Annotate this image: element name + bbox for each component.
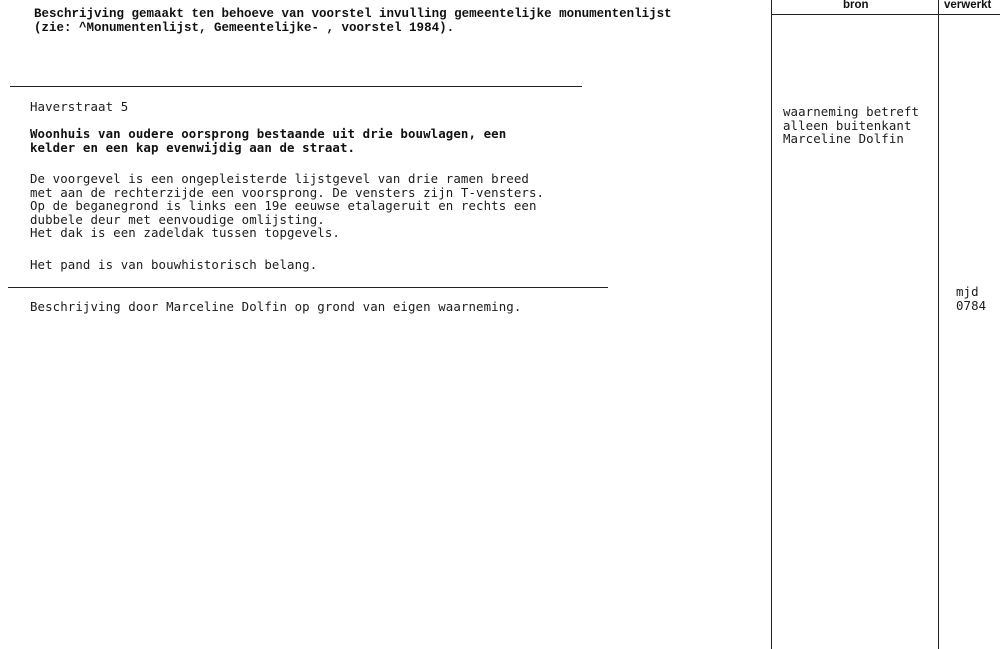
verwerkt-column-left-border bbox=[938, 0, 939, 649]
verwerkt-column-header: verwerkt bbox=[944, 0, 992, 11]
paragraph-facade-line: dubbele deur met eenvoudige omlijsting. bbox=[30, 211, 325, 227]
paragraph-facade bbox=[30, 172, 544, 240]
header-note-line-2: (zie: ^Monumentenlijst, Gemeentelijke- , voorstel 1984). bbox=[34, 21, 455, 35]
header-note bbox=[34, 7, 672, 35]
paragraph-facade-line: Op de beganegrond is links een 19e eeuwse etalageruit en rechts een bbox=[30, 198, 537, 213]
paragraph-general-line: Woonhuis van oudere oorsprong bestaande uit drie bouwlagen, een bbox=[30, 126, 507, 141]
description-footer: Beschrijving door Marceline Dolfin op grond van eigen waarneming. bbox=[30, 299, 522, 314]
column-header-rule bbox=[771, 14, 1000, 15]
bottom-rule bbox=[8, 287, 608, 288]
paragraph-significance: Het pand is van bouwhistorisch belang. bbox=[30, 257, 318, 272]
verwerkt-note bbox=[956, 285, 986, 312]
paragraph-facade-line: met aan de rechterzijde een voorsprong. De vensters zijn T-vensters. bbox=[30, 184, 545, 200]
paragraph-general-line: kelder en een kap evenwijdig aan de straat. bbox=[30, 139, 356, 155]
address-heading: Haverstraat 5 bbox=[30, 99, 129, 114]
paragraph-general bbox=[30, 127, 506, 154]
bron-column-left-border bbox=[771, 0, 772, 649]
paragraph-facade-line: De voorgevel is een ongepleisterde lijstgevel van drie ramen breed bbox=[30, 171, 529, 186]
verwerkt-note-line: 0784 bbox=[956, 297, 987, 313]
bron-column-header: bron bbox=[843, 0, 869, 11]
top-rule bbox=[10, 86, 582, 87]
bron-note-line: waarneming betreft bbox=[783, 105, 920, 119]
bron-note-line: alleen buitenkant bbox=[783, 117, 912, 133]
header-note-line-1: Beschrijving gemaakt ten behoeve van voorstel invulling gemeentelijke monumentenlijst bbox=[34, 7, 672, 21]
paragraph-facade-line: Het dak is een zadeldak tussen topgevels. bbox=[30, 225, 340, 240]
verwerkt-note-line: mjd bbox=[956, 284, 979, 299]
bron-note bbox=[783, 105, 943, 146]
bron-note-line: Marceline Dolfin bbox=[783, 131, 904, 146]
